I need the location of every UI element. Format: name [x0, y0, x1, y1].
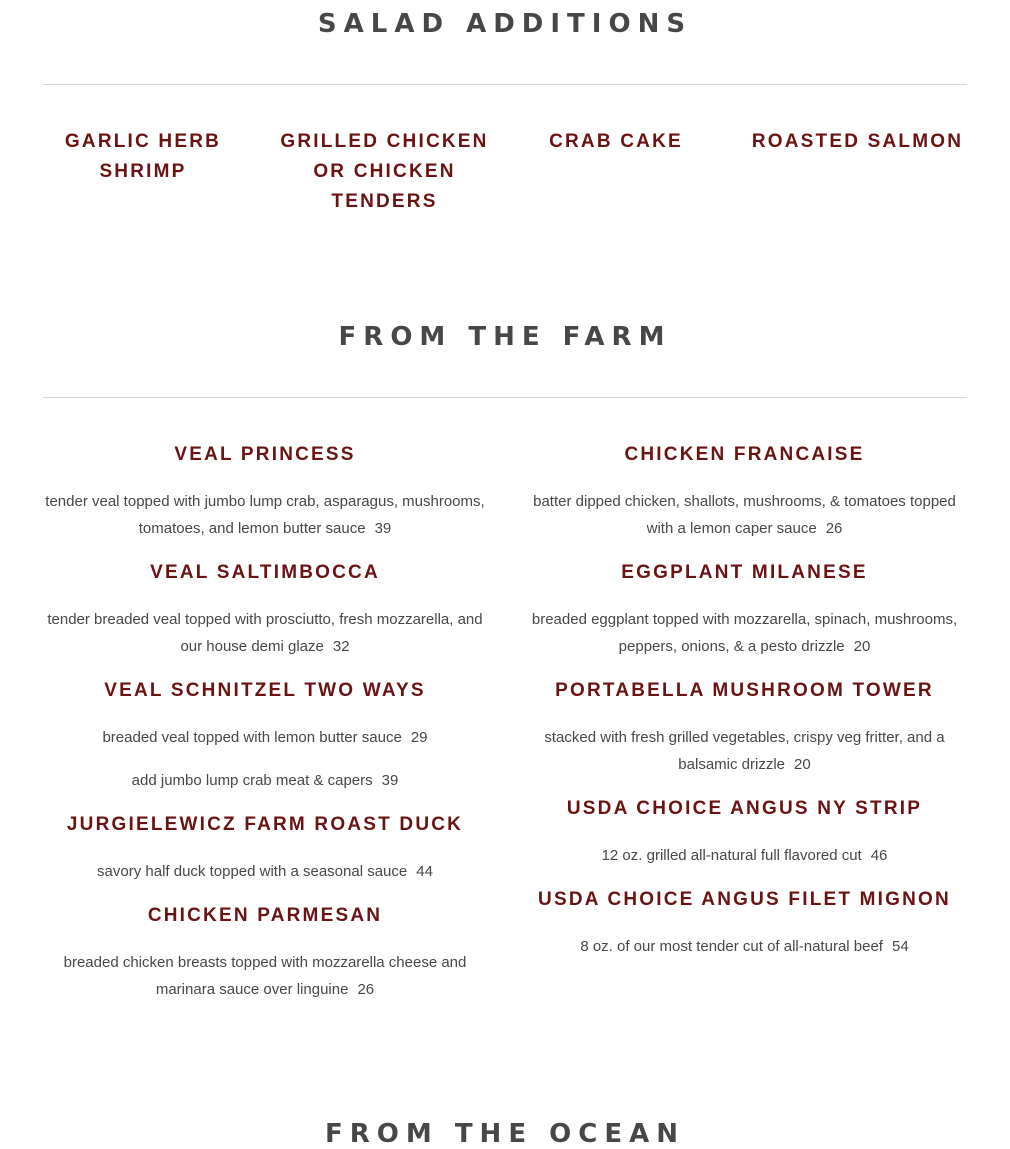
menu-item-description [522, 488, 967, 542]
farm-menu-right-column [522, 440, 967, 976]
menu-item-add-on [43, 767, 487, 794]
menu-item [522, 885, 967, 960]
menu-item-price: 39 [381, 772, 399, 789]
salad-additions-heading: SALAD ADDITIONS [317, 9, 693, 39]
from-the-ocean-heading: FROM THE OCEAN [325, 1119, 685, 1149]
menu-item [522, 558, 967, 660]
menu-item-description [522, 606, 967, 660]
menu-item-description [43, 606, 487, 660]
menu-item-price: 54 [891, 938, 909, 955]
salad-addition-name-line: GRILLED CHICKEN [280, 131, 489, 152]
menu-item-name: EGGPLANT MILANESE [621, 562, 868, 583]
menu-item-description [522, 933, 967, 960]
menu-item-description-text: tender veal topped with jumbo lump crab, asparagus, mushrooms, tomatoes, and lemon butter sauce [45, 493, 485, 537]
salad-addition-name-line: OR CHICKEN [313, 161, 456, 182]
menu-item-description-text: tender breaded veal topped with prosciutto, fresh mozzarella, and our house demi glaze [47, 611, 483, 655]
menu-item [522, 676, 967, 778]
menu-item-description [43, 949, 487, 1003]
menu-item-price: 20 [853, 638, 871, 655]
menu-item-description-text: 12 oz. grilled all-natural full flavored cut [601, 847, 862, 864]
menu-item-price: 26 [357, 981, 375, 998]
salad-addition-item [740, 127, 975, 157]
menu-item-description-text: breaded chicken breasts topped with mozzarella cheese and marinara sauce over linguine [63, 954, 467, 998]
menu-item-price: 26 [825, 520, 843, 537]
menu-item-name: VEAL PRINCESS [174, 444, 356, 465]
salad-addition-name-line: GARLIC HERB [64, 131, 222, 152]
menu-item-description-text: breaded veal topped with lemon butter sauce [102, 729, 402, 746]
salad-addition-name-line: ROASTED SALMON [751, 131, 964, 152]
menu-item-description [522, 724, 967, 778]
menu-item-name: JURGIELEWICZ FARM ROAST DUCK [66, 814, 464, 835]
menu-item-description-text: stacked with fresh grilled vegetables, crispy veg fritter, and a balsamic drizzle [544, 729, 945, 773]
menu-item-name: CHICKEN PARMESAN [147, 905, 383, 926]
menu-item-price: 46 [870, 847, 888, 864]
menu-item-description [43, 488, 487, 542]
menu-item [43, 901, 487, 1003]
menu-item-price: 39 [374, 520, 392, 537]
menu-item-name: VEAL SALTIMBOCCA [150, 562, 380, 583]
menu-item [43, 676, 487, 794]
farm-menu-left-column [43, 440, 487, 1019]
menu-item [43, 558, 487, 660]
from-the-farm-heading: FROM THE FARM [338, 322, 672, 352]
menu-item-description [522, 842, 967, 869]
menu-item-name: CHICKEN FRANCAISE [624, 444, 865, 465]
menu-item-description [43, 724, 487, 751]
salad-addition-name-line: CRAB CAKE [549, 131, 683, 152]
salad-addition-item [43, 127, 243, 187]
salad-addition-item [516, 127, 716, 157]
menu-item [522, 794, 967, 869]
menu-item [43, 810, 487, 885]
menu-item-price: 44 [416, 863, 433, 880]
salad-addition-item [277, 127, 492, 217]
section-divider [43, 84, 967, 85]
menu-item-description [43, 858, 487, 885]
section-divider [43, 397, 967, 398]
menu-item-price: 32 [332, 638, 350, 655]
menu-item-name: USDA CHOICE ANGUS FILET MIGNON [538, 889, 951, 910]
menu-item-name: VEAL SCHNITZEL TWO WAYS [104, 680, 426, 701]
menu-item [522, 440, 967, 542]
menu-item-description-text: breaded eggplant topped with mozzarella, spinach, mushrooms, peppers, onions, & a pesto drizzle [531, 611, 958, 655]
menu-item-description-text: batter dipped chicken, shallots, mushrooms, & tomatoes topped with a lemon caper sauce [533, 493, 956, 537]
menu-item-name: USDA CHOICE ANGUS NY STRIP [566, 798, 923, 819]
menu-item-description-text: 8 oz. of our most tender cut of all-natural beef [580, 938, 883, 955]
menu-item-name: PORTABELLA MUSHROOM TOWER [555, 680, 934, 701]
menu-item-price: 20 [794, 756, 811, 773]
salad-addition-name-line: SHRIMP [99, 161, 187, 182]
menu-item-description-text: savory half duck topped with a seasonal sauce [97, 863, 408, 880]
menu-item [43, 440, 487, 542]
menu-item-description-text: add jumbo lump crab meat & capers [131, 772, 373, 789]
salad-addition-name-line: TENDERS [331, 191, 438, 212]
menu-item-price: 29 [410, 729, 428, 746]
